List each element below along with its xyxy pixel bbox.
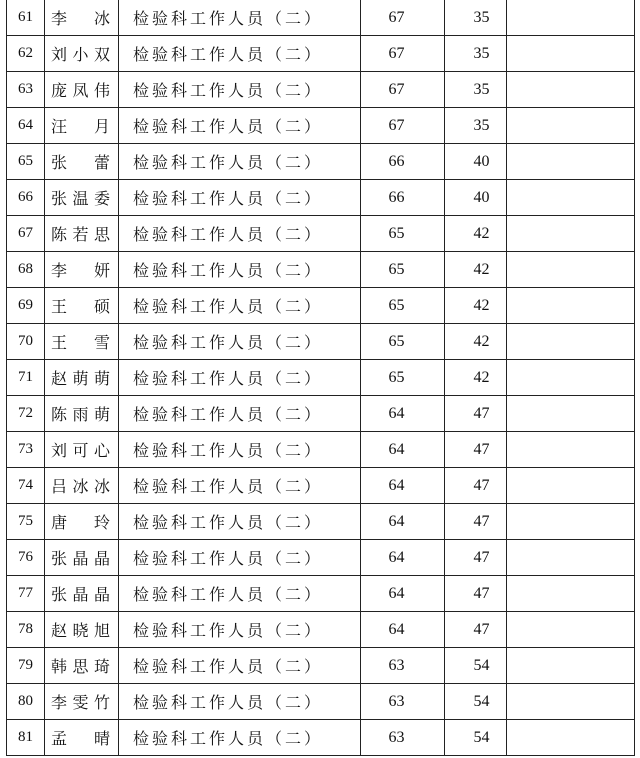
note-cell — [507, 396, 635, 432]
table-row — [7, 144, 635, 180]
table-row — [7, 684, 635, 720]
table-row — [7, 468, 635, 504]
note-cell — [507, 360, 635, 396]
position-cell: 检验科工作人员（二） — [119, 648, 361, 684]
position-cell: 检验科工作人员（二） — [119, 468, 361, 504]
score-cell: 64 — [361, 432, 445, 468]
rank-cell: 54 — [445, 720, 507, 756]
score-cell: 65 — [361, 324, 445, 360]
rank-cell: 35 — [445, 72, 507, 108]
score-cell: 65 — [361, 252, 445, 288]
name-cell: 唐 玲 — [45, 504, 119, 540]
table-row — [7, 108, 635, 144]
note-cell — [507, 720, 635, 756]
rank-cell: 42 — [445, 288, 507, 324]
table-row — [7, 252, 635, 288]
rank-cell: 35 — [445, 108, 507, 144]
note-cell — [507, 468, 635, 504]
position-cell: 检验科工作人员（二） — [119, 180, 361, 216]
row-number-cell: 78 — [7, 612, 45, 648]
note-cell — [507, 612, 635, 648]
note-cell — [507, 108, 635, 144]
score-cell: 64 — [361, 468, 445, 504]
name-cell: 王 硕 — [45, 288, 119, 324]
name-cell: 孟 晴 — [45, 720, 119, 756]
position-cell: 检验科工作人员（二） — [119, 684, 361, 720]
table-row — [7, 576, 635, 612]
rank-cell: 42 — [445, 360, 507, 396]
score-cell: 65 — [361, 216, 445, 252]
score-cell: 67 — [361, 36, 445, 72]
name-cell: 庞凤伟 — [45, 72, 119, 108]
name-cell: 刘可心 — [45, 432, 119, 468]
rank-cell: 35 — [445, 36, 507, 72]
rank-cell: 35 — [445, 0, 507, 36]
name-cell: 韩思琦 — [45, 648, 119, 684]
rank-cell: 42 — [445, 216, 507, 252]
row-number-cell: 75 — [7, 504, 45, 540]
results-table — [6, 0, 635, 756]
note-cell — [507, 504, 635, 540]
row-number-cell: 66 — [7, 180, 45, 216]
note-cell — [507, 288, 635, 324]
name-cell: 赵晓旭 — [45, 612, 119, 648]
position-cell: 检验科工作人员（二） — [119, 324, 361, 360]
row-number-cell: 64 — [7, 108, 45, 144]
name-cell: 陈若思 — [45, 216, 119, 252]
score-cell: 67 — [361, 0, 445, 36]
table-row — [7, 540, 635, 576]
position-cell: 检验科工作人员（二） — [119, 504, 361, 540]
note-cell — [507, 648, 635, 684]
table-row — [7, 432, 635, 468]
position-cell: 检验科工作人员（二） — [119, 0, 361, 36]
note-cell — [507, 72, 635, 108]
name-cell: 张 蕾 — [45, 144, 119, 180]
row-number-cell: 69 — [7, 288, 45, 324]
rank-cell: 54 — [445, 684, 507, 720]
name-cell: 李雯竹 — [45, 684, 119, 720]
score-cell: 64 — [361, 576, 445, 612]
table-row — [7, 180, 635, 216]
rank-cell: 47 — [445, 504, 507, 540]
row-number-cell: 81 — [7, 720, 45, 756]
row-number-cell: 79 — [7, 648, 45, 684]
score-cell: 63 — [361, 720, 445, 756]
note-cell — [507, 576, 635, 612]
position-cell: 检验科工作人员（二） — [119, 72, 361, 108]
row-number-cell: 70 — [7, 324, 45, 360]
name-cell: 陈雨萌 — [45, 396, 119, 432]
table-row — [7, 396, 635, 432]
position-cell: 检验科工作人员（二） — [119, 432, 361, 468]
score-cell: 65 — [361, 360, 445, 396]
name-cell: 李 冰 — [45, 0, 119, 36]
score-cell: 64 — [361, 504, 445, 540]
rank-cell: 47 — [445, 468, 507, 504]
row-number-cell: 65 — [7, 144, 45, 180]
score-cell: 67 — [361, 72, 445, 108]
table-row — [7, 360, 635, 396]
table-row — [7, 216, 635, 252]
table-row — [7, 720, 635, 756]
position-cell: 检验科工作人员（二） — [119, 360, 361, 396]
score-cell: 64 — [361, 612, 445, 648]
rank-cell: 47 — [445, 432, 507, 468]
note-cell — [507, 180, 635, 216]
table-row — [7, 72, 635, 108]
position-cell: 检验科工作人员（二） — [119, 108, 361, 144]
position-cell: 检验科工作人员（二） — [119, 36, 361, 72]
name-cell: 吕冰冰 — [45, 468, 119, 504]
name-cell: 张晶晶 — [45, 540, 119, 576]
note-cell — [507, 0, 635, 36]
rank-cell: 47 — [445, 396, 507, 432]
table-row — [7, 612, 635, 648]
position-cell: 检验科工作人员（二） — [119, 540, 361, 576]
note-cell — [507, 252, 635, 288]
score-cell: 64 — [361, 396, 445, 432]
row-number-cell: 72 — [7, 396, 45, 432]
position-cell: 检验科工作人员（二） — [119, 288, 361, 324]
row-number-cell: 74 — [7, 468, 45, 504]
table-row — [7, 288, 635, 324]
note-cell — [507, 684, 635, 720]
row-number-cell: 77 — [7, 576, 45, 612]
name-cell: 赵萌萌 — [45, 360, 119, 396]
name-cell: 汪 月 — [45, 108, 119, 144]
rank-cell: 42 — [445, 324, 507, 360]
note-cell — [507, 36, 635, 72]
name-cell: 李 妍 — [45, 252, 119, 288]
table-row — [7, 36, 635, 72]
name-cell: 王 雪 — [45, 324, 119, 360]
name-cell: 张晶晶 — [45, 576, 119, 612]
table-row — [7, 648, 635, 684]
score-cell: 66 — [361, 144, 445, 180]
note-cell — [507, 432, 635, 468]
note-cell — [507, 216, 635, 252]
row-number-cell: 62 — [7, 36, 45, 72]
score-cell: 63 — [361, 648, 445, 684]
rank-cell: 40 — [445, 144, 507, 180]
rank-cell: 54 — [445, 648, 507, 684]
name-cell: 刘小双 — [45, 36, 119, 72]
score-cell: 67 — [361, 108, 445, 144]
table-row — [7, 504, 635, 540]
row-number-cell: 61 — [7, 0, 45, 36]
note-cell — [507, 144, 635, 180]
position-cell: 检验科工作人员（二） — [119, 396, 361, 432]
position-cell: 检验科工作人员（二） — [119, 720, 361, 756]
score-cell: 65 — [361, 288, 445, 324]
score-cell: 64 — [361, 540, 445, 576]
rank-cell: 40 — [445, 180, 507, 216]
note-cell — [507, 540, 635, 576]
score-cell: 63 — [361, 684, 445, 720]
score-cell: 66 — [361, 180, 445, 216]
rank-cell: 47 — [445, 576, 507, 612]
note-cell — [507, 324, 635, 360]
table-row — [7, 324, 635, 360]
row-number-cell: 63 — [7, 72, 45, 108]
position-cell: 检验科工作人员（二） — [119, 252, 361, 288]
position-cell: 检验科工作人员（二） — [119, 216, 361, 252]
rank-cell: 42 — [445, 252, 507, 288]
position-cell: 检验科工作人员（二） — [119, 144, 361, 180]
row-number-cell: 73 — [7, 432, 45, 468]
rank-cell: 47 — [445, 540, 507, 576]
row-number-cell: 76 — [7, 540, 45, 576]
rank-cell: 47 — [445, 612, 507, 648]
position-cell: 检验科工作人员（二） — [119, 576, 361, 612]
row-number-cell: 71 — [7, 360, 45, 396]
row-number-cell: 67 — [7, 216, 45, 252]
name-cell: 张温委 — [45, 180, 119, 216]
row-number-cell: 68 — [7, 252, 45, 288]
results-table-body — [7, 0, 635, 756]
row-number-cell: 80 — [7, 684, 45, 720]
position-cell: 检验科工作人员（二） — [119, 612, 361, 648]
table-row — [7, 0, 635, 36]
